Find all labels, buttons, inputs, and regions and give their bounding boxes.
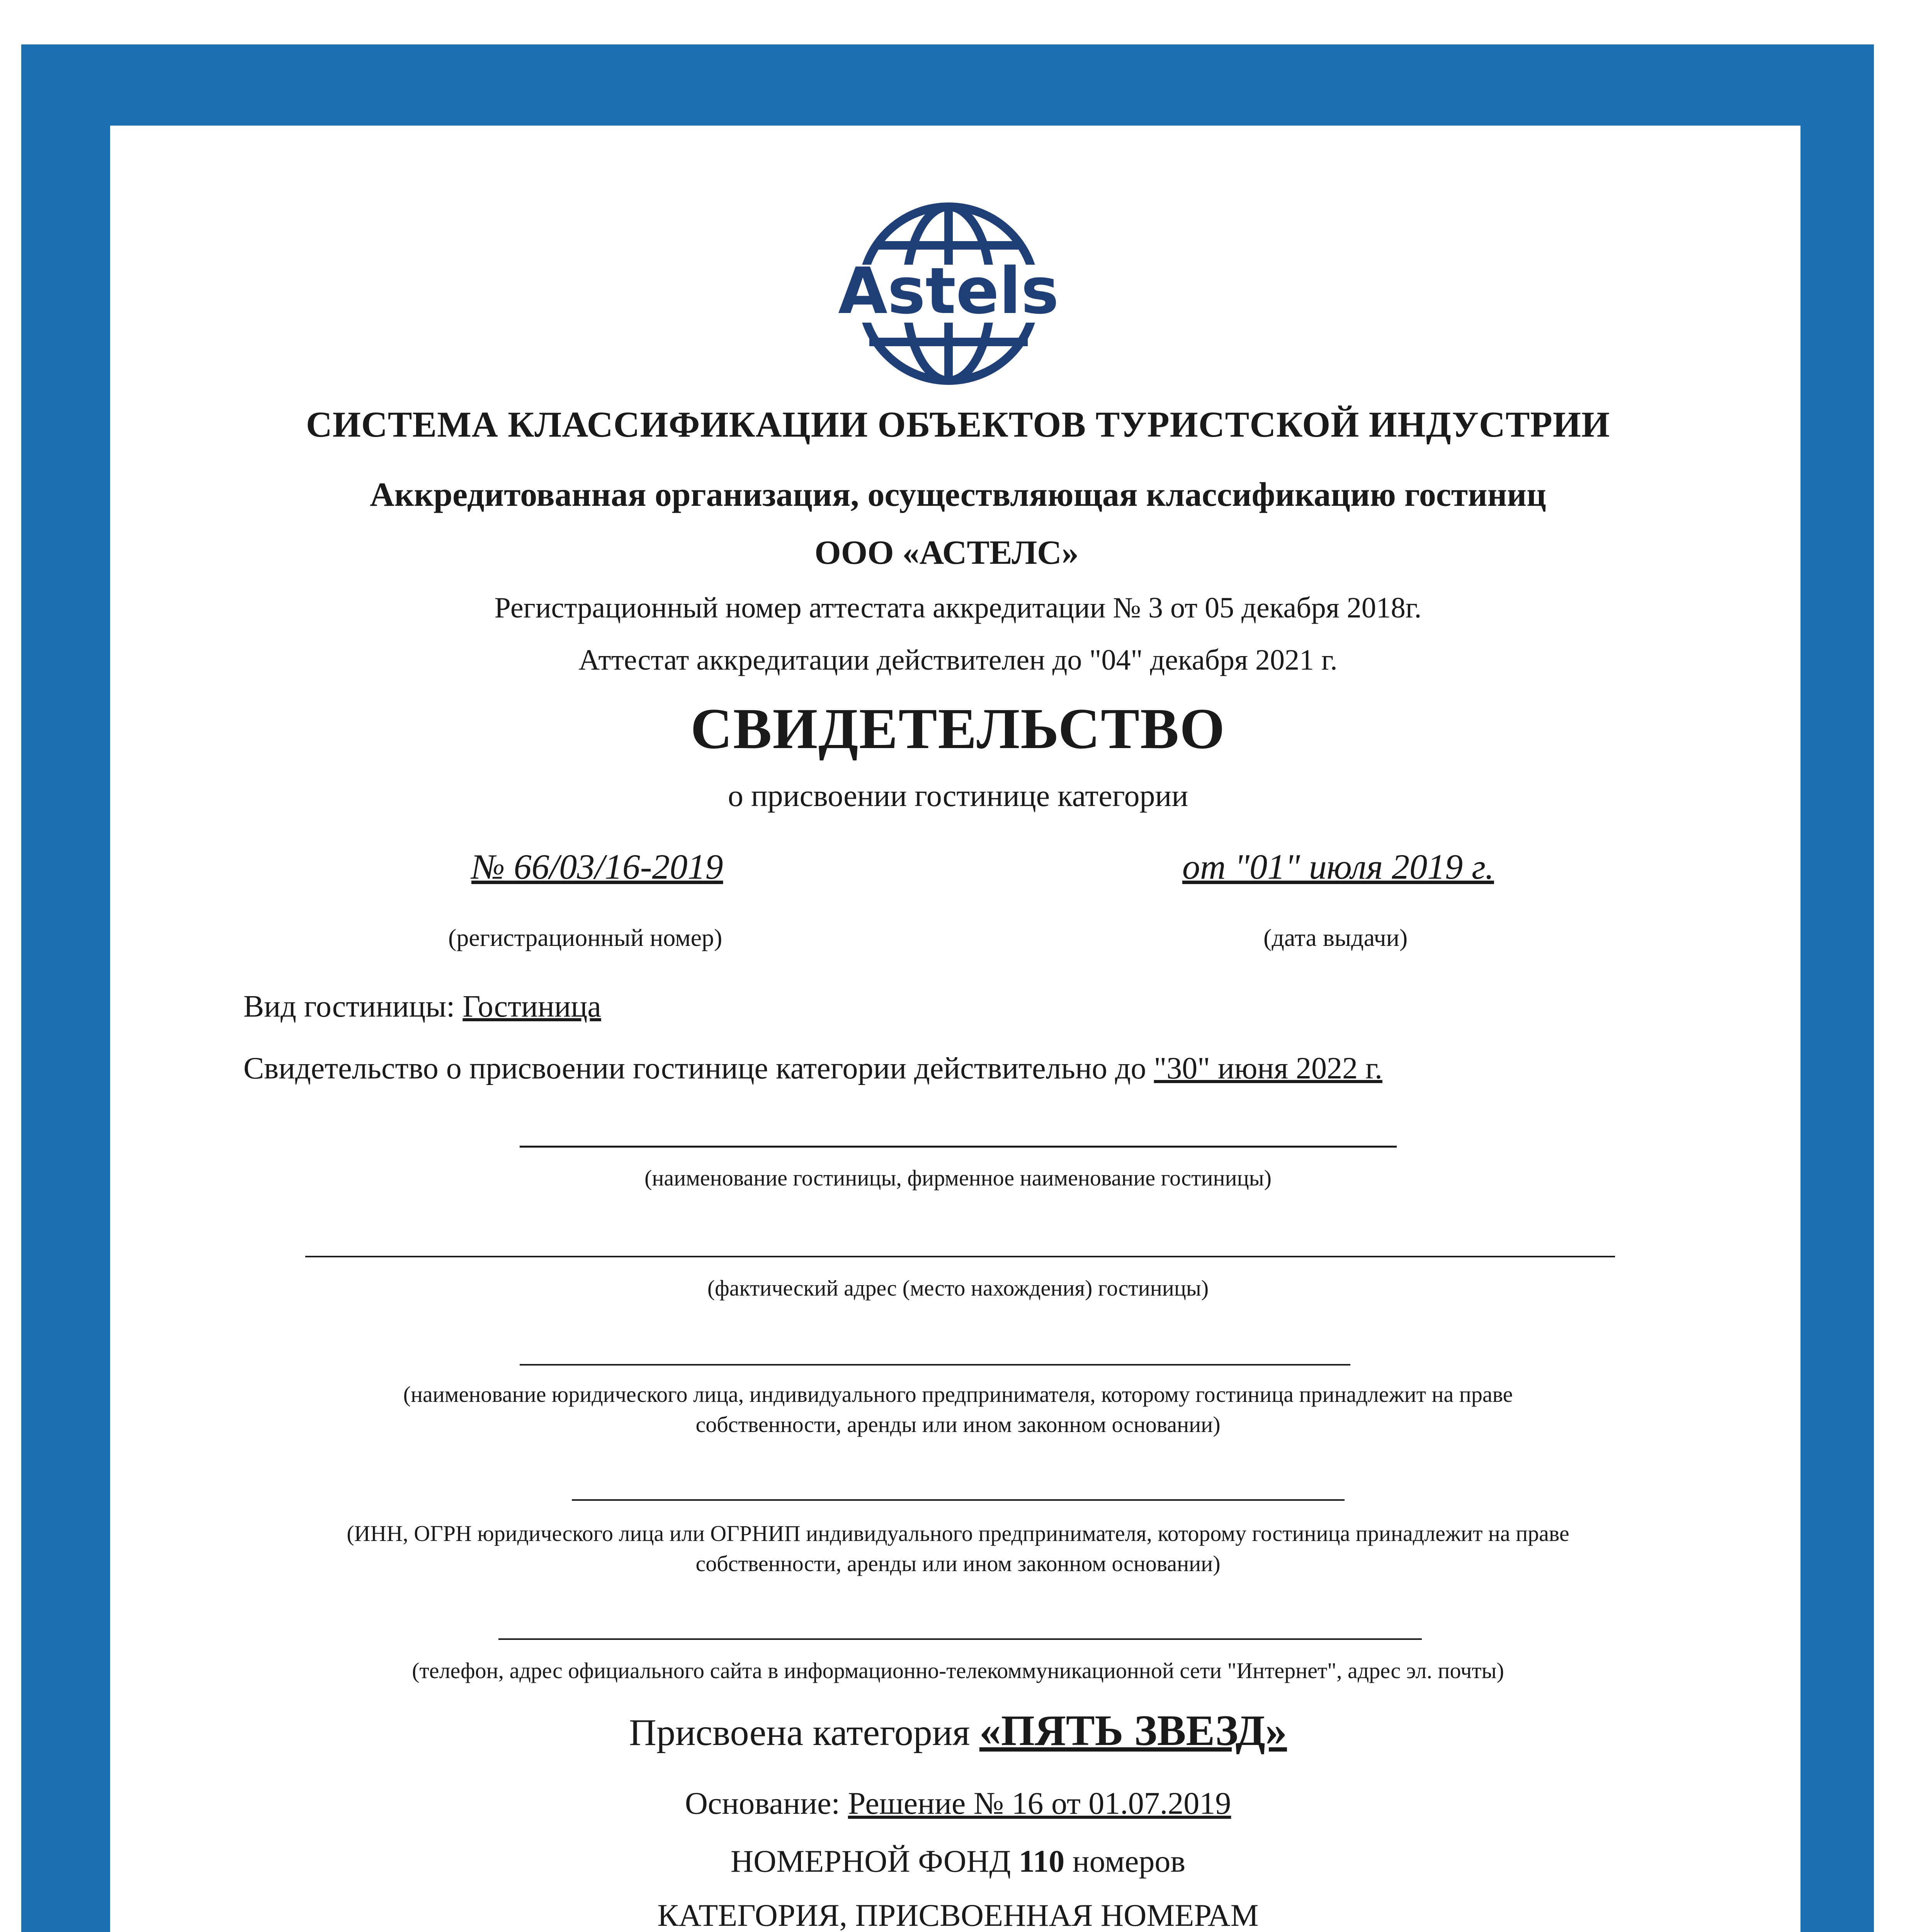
room-fund-count: 110	[1018, 1844, 1065, 1879]
legal-entity-blank-line	[520, 1364, 1350, 1366]
legal-entity-caption: (наименование юридического лица, индивидуального предпринимателя, которому гостиница принадлежит на праве собственности, аренды или ином законном основании)	[403, 1382, 1513, 1437]
inn-ogrn-caption: (ИНН, ОГРН юридического лица или ОГРНИП индивидуального предпринимателя, которому гостиница принадлежит на праве собственности, аренды или ином законном основании)	[347, 1521, 1569, 1576]
org-name: ООО «АСТЕЛС»	[814, 534, 1079, 571]
accreditation-number: Регистрационный номер аттестата аккредитации № 3 от 05 декабря 2018г.	[494, 592, 1422, 624]
category-value: «ПЯТЬ ЗВЕЗД»	[979, 1707, 1287, 1755]
basis-value: Решение № 16 от 01.07.2019	[848, 1786, 1231, 1821]
contacts-caption: (телефон, адрес официального сайта в информационно-телекоммуникационной сети "Интернет", адрес эл. почты)	[412, 1658, 1504, 1683]
accreditation-validity: Аттестат аккредитации действителен до "04" декабря 2021 г.	[578, 644, 1338, 676]
hotel-type-line	[243, 989, 601, 1024]
certificate-subtitle: о присвоении гостинице категории	[728, 779, 1188, 813]
address-blank-line	[305, 1256, 1615, 1257]
validity-line	[243, 1051, 1382, 1086]
room-fund-line	[0, 1843, 1916, 1879]
registration-number: № 66/03/16-2019	[471, 847, 723, 886]
issue-date-caption: (дата выдачи)	[1263, 924, 1408, 951]
category-label: Присвоена категория	[629, 1712, 970, 1753]
room-fund-prefix: НОМЕРНОЙ ФОНД	[730, 1844, 1011, 1879]
rooms-category-heading: КАТЕГОРИЯ, ПРИСВОЕННАЯ НОМЕРАМ	[657, 1898, 1259, 1932]
validity-value: "30" июня 2022 г.	[1154, 1051, 1382, 1085]
basis-line	[0, 1785, 1916, 1821]
assigned-category	[0, 1706, 1916, 1756]
contacts-blank-line	[498, 1638, 1422, 1640]
validity-label: Свидетельство о присвоении гостинице категории действительно до	[243, 1051, 1146, 1085]
org-description: Аккредитованная организация, осуществляющая классификацию гостиниц	[370, 476, 1546, 514]
hotel-name-blank-line	[520, 1146, 1397, 1148]
hotel-name-caption: (наименование гостиницы, фирменное наименование гостиницы)	[644, 1165, 1272, 1190]
registration-number-caption: (регистрационный номер)	[448, 924, 723, 951]
basis-label: Основание:	[685, 1786, 840, 1821]
astels-logo	[829, 197, 1068, 390]
address-caption: (фактический адрес (место нахождения) гостиницы)	[707, 1276, 1209, 1301]
room-fund-suffix: номеров	[1072, 1844, 1186, 1879]
issue-date: от "01" июля 2019 г.	[1182, 847, 1494, 886]
certificate-title: СВИДЕТЕЛЬСТВО	[690, 697, 1226, 761]
hotel-type-value: Гостиница	[462, 990, 601, 1024]
logo-wordmark: Astels	[838, 254, 1059, 328]
inn-ogrn-blank-line	[572, 1499, 1345, 1501]
hotel-type-label: Вид гостиницы:	[243, 990, 455, 1024]
system-title: СИСТЕМА КЛАССИФИКАЦИИ ОБЪЕКТОВ ТУРИСТСКОЙ ИНДУСТРИИ	[306, 405, 1610, 445]
